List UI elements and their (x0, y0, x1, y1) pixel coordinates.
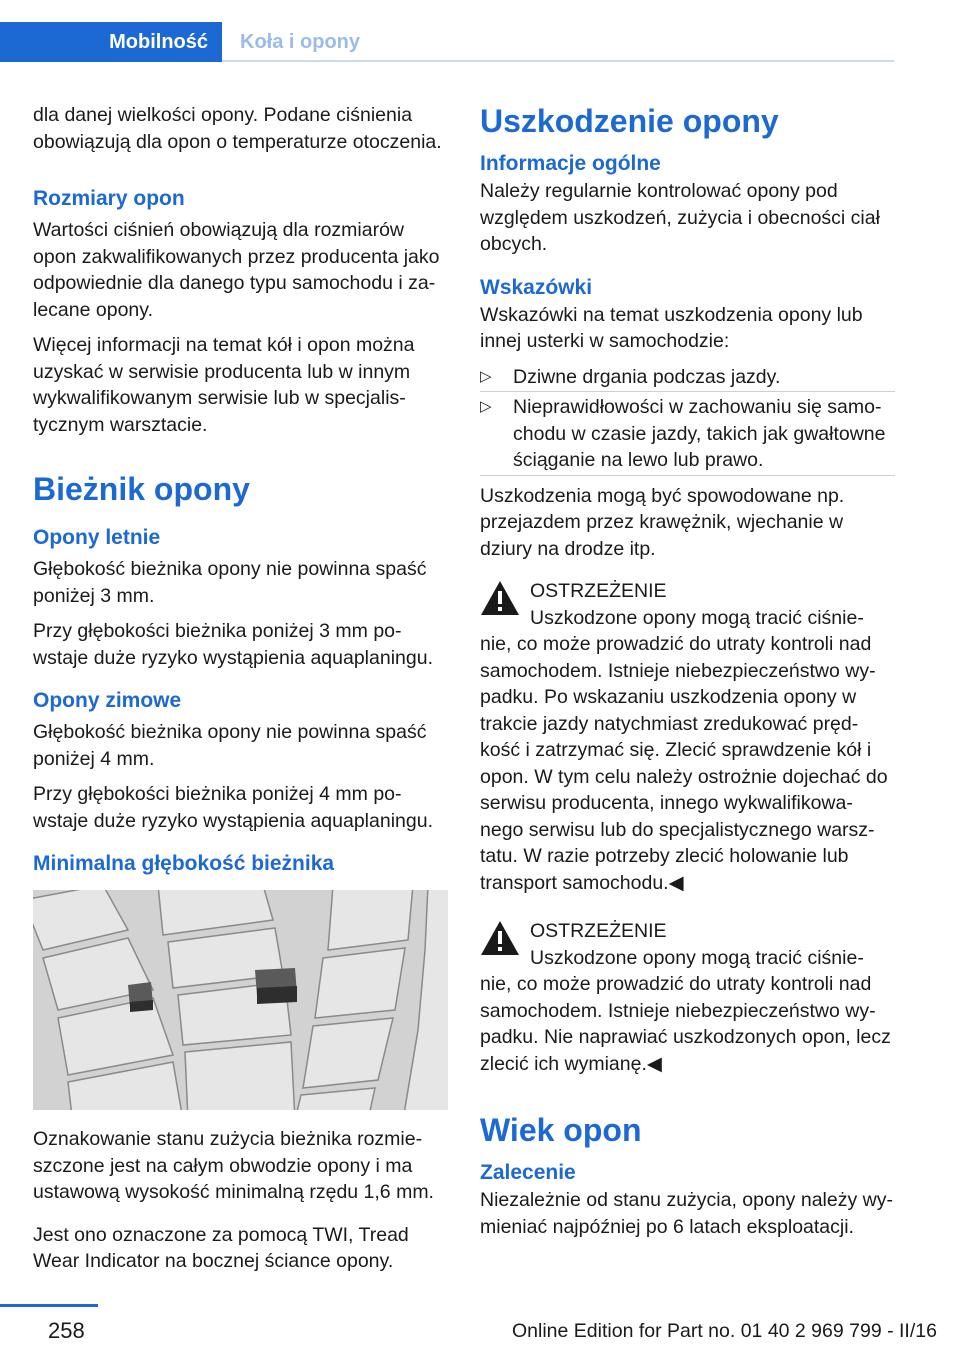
hints-heading: Wskazówki (480, 275, 593, 299)
bullet-triangle-icon: ▷ (480, 367, 492, 385)
general-info-paragraph: Należy regularnie kontrolować opony pod względem uszkodzeń, zużycia i obecności ciał obcych. (480, 180, 880, 255)
section-tab-label: Mobilność (109, 31, 208, 53)
recommendation-paragraph: Niezależnie od stanu zużycia, opony należy wy-mieniać najpóźniej po 6 latach eksploatacji. (480, 1189, 893, 1238)
general-info-heading: Informacje ogólne (480, 152, 661, 175)
chapter-tab-label: Koła i opony (240, 31, 360, 53)
hints-paragraph: Wskazówki na temat uszkodzenia opony lub innej usterki w samochodzie: (480, 303, 863, 352)
min-depth-paragraph-2: Jest ono oznaczone za pomocą TWI, Tread Wear Indicator na bocznej ściance opony. (33, 1223, 409, 1272)
bullet-triangle-icon: ▷ (480, 398, 492, 415)
tire-age-heading: Wiek opon (480, 1112, 642, 1148)
summer-tires-paragraph-1: Głębokość bieżnika opony nie powinna spaść poniżej 3 mm. (33, 558, 427, 607)
warning-box-1 (480, 578, 895, 896)
warning-triangle-icon (480, 920, 520, 956)
tire-sizes-paragraph-2: Więcej informacji na temat kół i opon można uzyskać w serwisie producenta lub w innym wykwalifikowanym serwisie lub w specjalis-tycznym warsztacie. (33, 334, 415, 436)
min-depth-paragraph-1: Oznakowanie stanu zużycia bieżnika rozmie-szczone jest na całym obwodzie opony i ma ustawową wysokość minimalną rzędu 1,6 mm. (33, 1128, 434, 1203)
tire-damage-heading: Uszkodzenie opony (480, 103, 779, 139)
warning-1-title: OSTRZEŻENIE (530, 580, 667, 602)
tire-sizes-paragraph-1: Wartości ciśnień obowiązują dla rozmiarów opon zakwalifikowanych przez producenta jako odpowiednie dla danego typu samochodu i za-lecane opony. (33, 219, 440, 321)
causes-paragraph: Uszkodzenia mogą być spowodowane np. przejazdem przez krawężnik, wjechanie w dziury na drodze itp. (480, 484, 845, 560)
winter-tires-paragraph-2: Przy głębokości bieżnika poniżej 4 mm po-wstaje duże ryzyko wystąpienia aquaplaningu. (33, 783, 433, 832)
min-depth-heading: Minimalna głębokość bieżnika (33, 852, 335, 875)
winter-tires-paragraph-1: Głębokość bieżnika opony nie powinna spaść poniżej 4 mm. (33, 721, 427, 770)
right-column (480, 102, 895, 1249)
warning-2-title: OSTRZEŻENIE (530, 920, 667, 942)
list-item: ▷ Nieprawidłowości w zachowaniu się samo-chodu w czasie jazdy, takich jak gwałtowne ściąganie na lewo lub prawo. (480, 394, 895, 474)
summer-tires-heading: Opony letnie (33, 526, 161, 549)
recommendation-heading: Zalecenie (480, 1161, 576, 1184)
list-item: ▷ Dziwne drgania podczas jazdy. (480, 364, 895, 391)
page-number: 258 (48, 1318, 85, 1343)
warning-triangle-icon (480, 580, 520, 616)
page-number-rule (0, 1304, 98, 1307)
warning-box-2 (480, 918, 895, 1077)
list-divider (480, 391, 895, 392)
list-divider (480, 475, 895, 476)
tread-heading: Bieżnik opony (33, 471, 250, 507)
tire-sizes-heading: Rozmiary opon (33, 187, 185, 210)
edition-footer: Online Edition for Part no. 01 40 2 969 799 - II/16 (512, 1320, 937, 1342)
winter-tires-heading: Opony zimowe (33, 689, 182, 712)
tread-wear-indicator-image (33, 890, 448, 1110)
section-tab (0, 22, 222, 62)
summer-tires-paragraph-2: Przy głębokości bieżnika poniżej 3 mm po-wstaje duże ryzyko wystąpienia aquaplaningu. (33, 620, 433, 669)
intro-paragraph: dla danej wielkości opony. Podane ciśnienia obowiązują dla opon o temperaturze otoczenia. (33, 104, 442, 153)
header-rule (222, 60, 894, 62)
warning-1-text: Uszkodzone opony mogą tracić ciśnie-nie, co może prowadzić do utraty kontroli nad samochodem. Istnieje niebezpieczeństwo wy-padku. Po wskazaniu uszkodzenia opony w trakcie jazdy natychmiast zredukować pręd-kość i zatrzymać się. Zlecić sprawdzenie kół i opon. W tym celu należy ostrożnie dojechać do serwisu producenta, innego wykwalifikowa-nego serwisu lub do specjalistycznego warsz-tatu. W razie potrzeby zlecić holowanie lub transport samochodu.◀ (480, 606, 888, 894)
left-column (33, 102, 448, 1284)
warning-2-text: Uszkodzone opony mogą tracić ciśnie-nie, co może prowadzić do utraty kontroli nad samochodem. Istnieje niebezpieczeństwo wy-padku. Nie naprawiać uszkodzonych opon, lecz zlecić ich wymianę.◀ (480, 946, 891, 1075)
hints-list (480, 364, 895, 474)
